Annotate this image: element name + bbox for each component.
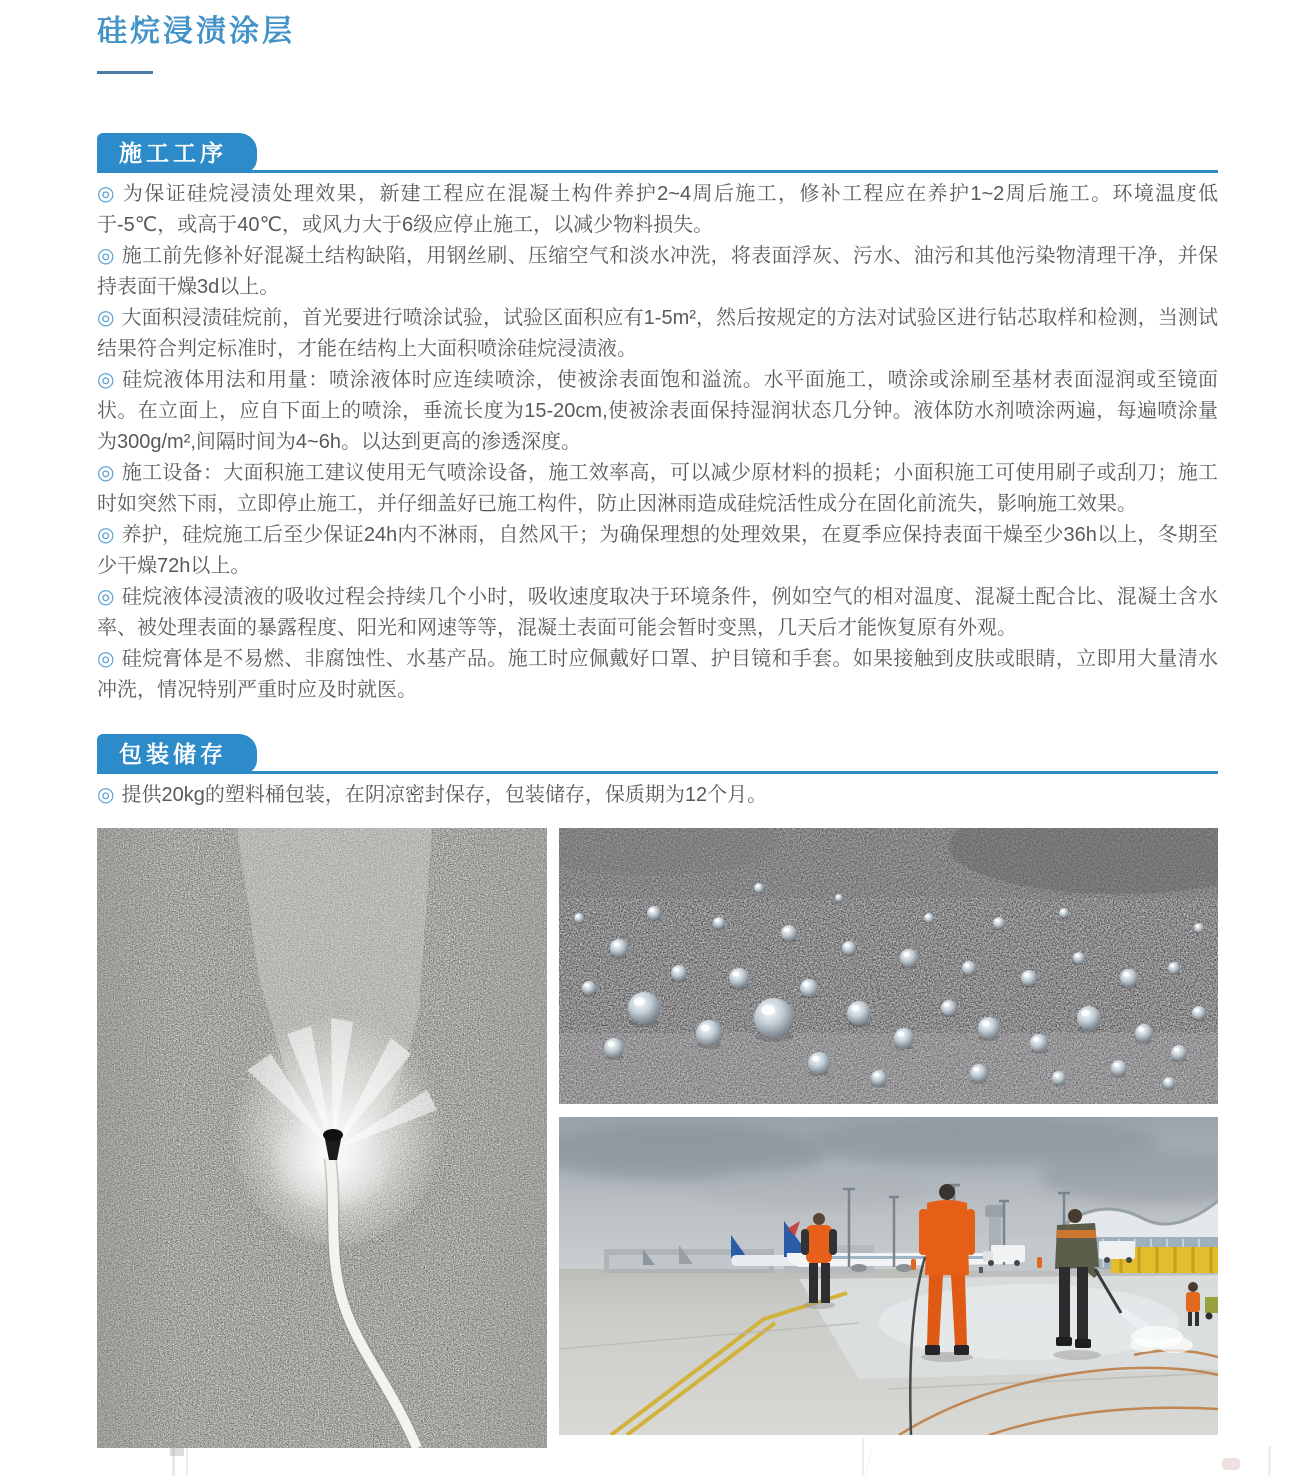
photo-column-right [559, 828, 1218, 1448]
bullet-text: 硅烷液体用法和用量：喷涂液体时应连续喷涂，使被涂表面饱和溢流。水平面施工，喷涂或涂刷至基材表面湿润或至镜面状。在立面上，应自下面上的喷涂，垂流长度为15-20cm,使被涂表面保持湿润状态几分钟。液体防水剂喷涂两遍，每遍喷涂量为300g/m²,间隔时间为4~6h。以达到更高的渗透深度。 [97, 369, 1219, 453]
bullet-list [97, 179, 1218, 706]
bullet-text: 提供20kg的塑料桶包装，在阴凉密封保存，包装储存，保质期为12个月。 [121, 784, 768, 806]
bullet-marker: ◎ [97, 307, 115, 329]
section-heading-rule [97, 734, 1218, 774]
bullet-item [97, 644, 1218, 706]
bottom-sketch-line-right [1268, 1446, 1271, 1476]
bullet-marker: ◎ [97, 784, 115, 806]
bullet-text: 施工前先修补好混凝土结构缺陷，用钢丝刷、压缩空气和淡水冲洗，将表面浮灰、污水、油污和其他污染物清理干净，并保持表面干燥3d以上。 [97, 245, 1219, 298]
bullet-item [97, 303, 1218, 365]
section-packaging-storage [97, 734, 1218, 811]
bullet-marker: ◎ [97, 462, 115, 484]
bullet-marker: ◎ [97, 524, 115, 546]
photo-airport-apron-spray-application [559, 1117, 1218, 1435]
photo-water-beading-on-treated-concrete [559, 828, 1218, 1104]
bullet-text: 大面积浸渍硅烷前，首光要进行喷涂试验，试验区面积应有1-5m²，然后按规定的方法对试验区进行钻芯取样和检测，当测试结果符合判定标准时，才能在结构上大面积喷涂硅烷浸渍液。 [97, 307, 1219, 360]
section-heading-label: 施工工序 [119, 140, 227, 166]
bottom-sketch-block [170, 1446, 184, 1456]
section-heading-rule [97, 133, 1218, 173]
bottom-sketch-blob [1222, 1458, 1240, 1470]
section-heading-badge [97, 133, 257, 173]
photo-grid [97, 828, 1218, 1448]
bullet-text: 硅烷膏体是不易燃、非腐蚀性、水基产品。施工时应佩戴好口罩、护目镜和手套。如果接触到皮肤或眼睛，立即用大量清水冲洗，情况特别严重时应及时就医。 [97, 648, 1219, 701]
bullet-marker: ◎ [97, 369, 116, 391]
bottom-sketch-mast [862, 1438, 864, 1476]
bullet-text: 为保证硅烷浸渍处理效果，新建工程应在混凝土构件养护2~4周后施工，修补工程应在养护1~2周后施工。环境温度低于-5℃，或高于40℃，或风力大于6级应停止施工，以减少物料损失。 [97, 183, 1218, 236]
bullet-text: 养护，硅烷施工后至少保证24h内不淋雨，自然风干；为确保理想的处理效果，在夏季应保持表面干燥至少36h以上，冬期至少干燥72h以上。 [97, 524, 1218, 577]
section-heading-badge [97, 734, 257, 774]
bullet-text: 硅烷液体浸渍液的吸收过程会持续几个小时，吸收速度取决于环境条件，例如空气的相对温度、混凝土配合比、混凝土含水率、被处理表面的暴露程度、阳光和网速等等，混凝土表面可能会暂时变黑，几天后才能恢复原有外观。 [97, 586, 1219, 639]
bullet-list [97, 780, 1218, 811]
section-construction-procedure [97, 133, 1218, 706]
bullet-item [97, 179, 1218, 241]
bullet-item [97, 520, 1218, 582]
section-heading-label: 包装储存 [119, 741, 227, 767]
bullet-marker: ◎ [97, 648, 115, 670]
bullet-item [97, 780, 1218, 811]
bullet-item [97, 365, 1218, 458]
bullet-marker: ◎ [97, 183, 116, 205]
title-underline [97, 71, 153, 74]
bullet-marker: ◎ [97, 245, 115, 267]
bullet-marker: ◎ [97, 586, 115, 608]
bullet-item [97, 241, 1218, 303]
bullet-item [97, 458, 1218, 520]
page-title: 硅烷浸渍涂层 [97, 15, 295, 48]
photo-silane-spray-on-concrete-wall [97, 828, 547, 1448]
bullet-item [97, 582, 1218, 644]
bullet-text: 施工设备：大面积施工建议使用无气喷涂设备，施工效率高，可以减少原材料的损耗；小面积施工可使用刷子或刮刀；施工时如突然下雨，立即停止施工，并仔细盖好已施工构件，防止因淋雨造成硅烷活性成分在固化前流失，影响施工效果。 [97, 462, 1219, 515]
